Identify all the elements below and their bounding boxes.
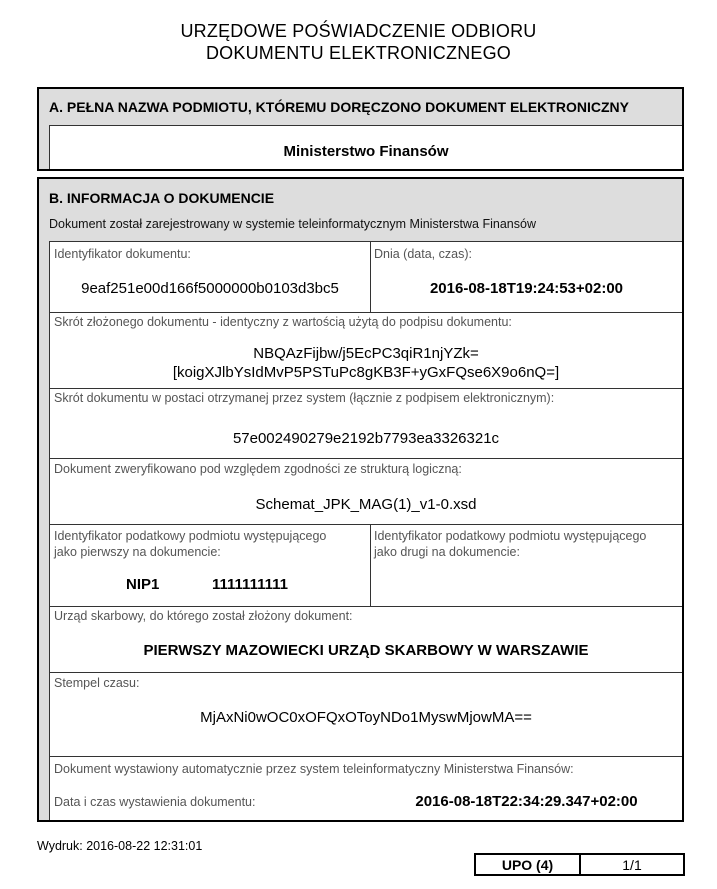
divider	[370, 524, 371, 606]
divider	[50, 312, 682, 313]
divider	[50, 524, 682, 525]
divider	[370, 242, 371, 312]
doc-id-value: 9eaf251e00d166f5000000b0103d3bc5	[81, 280, 339, 297]
section-b-table	[49, 241, 682, 820]
issued-value: 2016-08-18T22:34:29.347+02:00	[415, 793, 638, 810]
tax-id-2-label	[374, 528, 646, 560]
section-a	[37, 87, 684, 171]
tax-office-label: Urząd skarbowy, do którego został złożony dokument:	[54, 609, 353, 623]
divider	[50, 388, 682, 389]
hash-line-1: NBQAzFijbw/j5EcPC3qiR1njYZk=	[253, 345, 479, 362]
page-number: 1/1	[622, 856, 642, 873]
entity-name: Ministerstwo Finansów	[283, 143, 449, 160]
section-b-header: B. INFORMACJA O DOKUMENCIE	[49, 190, 275, 206]
doc-id-label: Identyfikator dokumentu:	[54, 247, 191, 261]
section-a-header: A. PEŁNA NAZWA PODMIOTU, KTÓREMU DORĘCZONO DOKUMENT ELEKTRONICZNY	[49, 99, 629, 115]
tax-id-1-label-line-1: Identyfikator podatkowy podmiotu występującego	[54, 529, 327, 543]
section-b	[37, 177, 684, 822]
date-value: 2016-08-18T19:24:53+02:00	[429, 280, 624, 297]
divider	[50, 458, 682, 459]
document-title	[0, 20, 717, 64]
verified-label: Dokument zweryfikowano pod względem zgodności ze strukturą logiczną:	[54, 462, 462, 476]
tax-id-1-type: NIP1	[126, 576, 160, 593]
received-hash-value: 57e002490279e2192b7793ea3326321c	[232, 430, 500, 447]
timestamp-label: Stempel czasu:	[54, 676, 140, 690]
title-line-2: DOKUMENTU ELEKTRONICZNEGO	[205, 43, 512, 63]
hash-value	[50, 344, 682, 382]
tax-id-2-label-line-1: Identyfikator podatkowy podmiotu występującego	[374, 529, 647, 543]
timestamp-value: MjAxNi0wOC0xOFQxOToyNDo1MyswMjowMA==	[200, 709, 532, 726]
issued-label: Data i czas wystawienia dokumentu:	[54, 795, 256, 809]
date-label: Dnia (data, czas):	[374, 247, 472, 261]
tax-office-value: PIERWSZY MAZOWIECKI URZĄD SKARBOWY W WARSZAWIE	[143, 642, 589, 659]
divider	[50, 606, 682, 607]
title-line-1: URZĘDOWE POŚWIADCZENIE ODBIORU	[180, 21, 537, 41]
received-hash-label: Skrót dokumentu w postaci otrzymanej przez system (łącznie z podpisem elektronicznym):	[54, 391, 555, 405]
divider	[50, 756, 682, 757]
tax-id-1-label-line-2: jako pierwszy na dokumencie:	[54, 545, 221, 559]
form-id-box	[474, 853, 685, 876]
tax-id-2-label-line-2: jako drugi na dokumencie:	[374, 545, 520, 559]
tax-id-1-value: 1111111111	[212, 576, 288, 593]
section-b-intro: Dokument został zarejestrowany w systemie teleinformatycznym Ministerstwa Finansów	[49, 217, 536, 231]
hash-label: Skrót złożonego dokumentu - identyczny z wartością użytą do podpisu dokumentu:	[54, 315, 512, 329]
entity-cell	[49, 125, 682, 169]
form-id: UPO (4)	[476, 855, 581, 874]
schema-value: Schemat_JPK_MAG(1)_v1-0.xsd	[255, 496, 477, 513]
printout-date: Wydruk: 2016-08-22 12:31:01	[37, 839, 203, 853]
auto-issued-text: Dokument wystawiony automatycznie przez system teleinformatyczny Ministerstwa Finansów:	[54, 762, 574, 776]
tax-id-1-label	[54, 528, 326, 560]
hash-line-2: [koigXJlbYsIdMvP5PSTuPc8gKB3F+yGxFQse6X9o6nQ=]	[172, 364, 560, 381]
divider	[50, 672, 682, 673]
